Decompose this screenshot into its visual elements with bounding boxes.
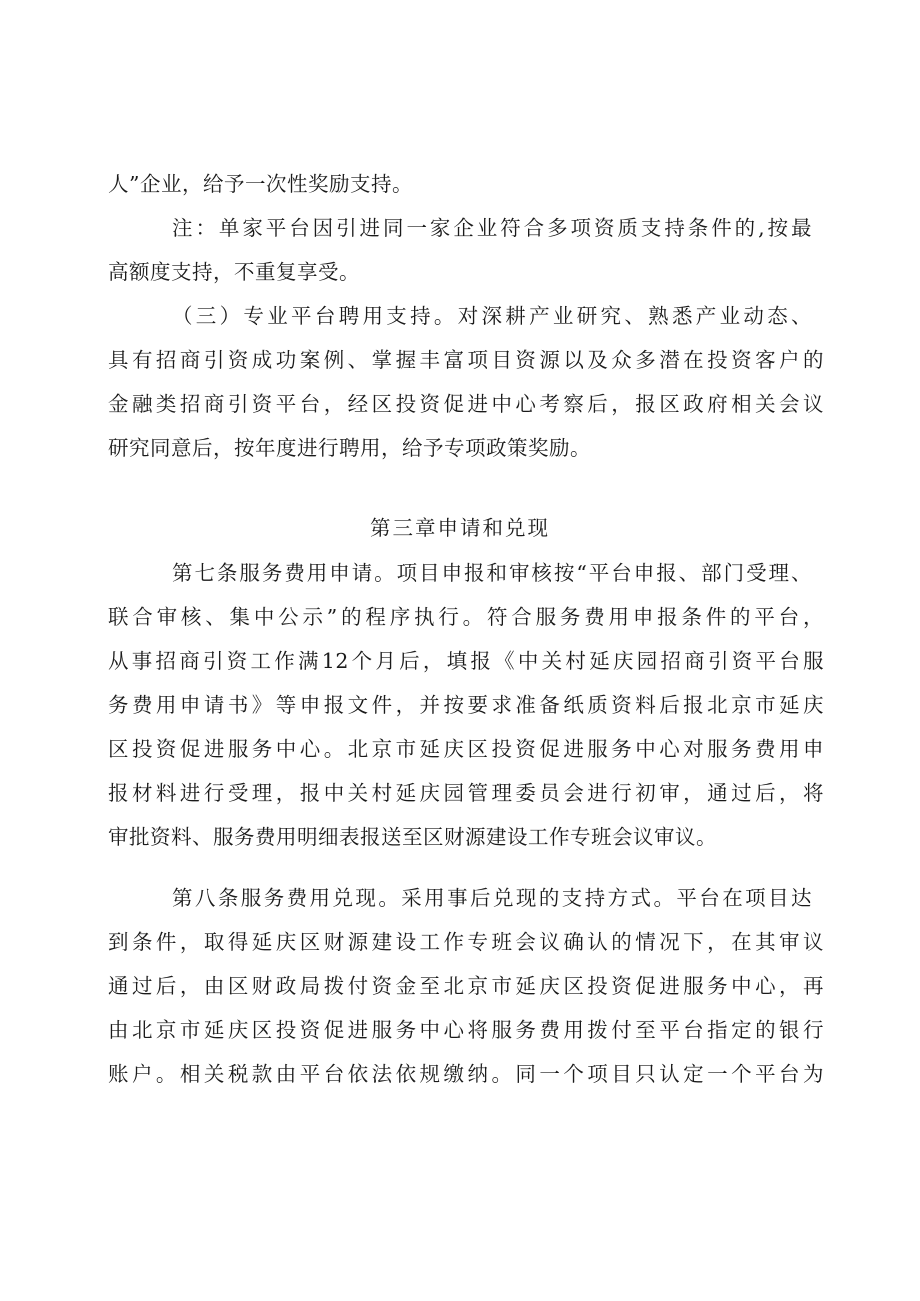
paragraph-line: 注：单家平台因引进同一家企业符合多项资质支持条件的,按最 — [172, 216, 812, 240]
paragraph-line: 审批资料、服务费用明细表报送至区财源建设工作专班会议审议。 — [108, 825, 717, 849]
paragraph-line: 账户。相关税款由平台依法依规缴纳。同一个项目只认定一个平台为 — [108, 1062, 824, 1086]
chapter-heading: 第三章申请和兑现 — [370, 516, 550, 540]
paragraph-line: 高额度支持，不重复享受。 — [108, 260, 360, 284]
paragraph-line: 由北京市延庆区投资促进服务中心将服务费用拨付至平台指定的银行 — [108, 1018, 824, 1042]
paragraph-line: 务费用申请书》等申报文件，并按要求准备纸质资料后报北京市延庆 — [108, 693, 824, 717]
paragraph-line: 通过后，由区财政局拨付资金至北京市延庆区投资促进服务中心，再 — [108, 974, 824, 998]
paragraph-line: 第八条服务费用兑现。采用事后兑现的支持方式。平台在项目达 — [172, 886, 812, 910]
paragraph-line: 人”企业，给予一次性奖励支持。 — [108, 172, 413, 196]
paragraph-line: 第七条服务费用申请。项目申报和审核按“平台申报、部门受理、 — [172, 561, 812, 585]
paragraph-line: 金融类招商引资平台，经区投资促进中心考察后，报区政府相关会议 — [108, 392, 824, 416]
paragraph-line: 研究同意后，按年度进行聘用，给予专项政策奖励。 — [108, 436, 591, 460]
paragraph-line: 区投资促进服务中心。北京市延庆区投资促进服务中心对服务费用申 — [108, 737, 824, 761]
paragraph-line: 具有招商引资成功案例、掌握丰富项目资源以及众多潜在投资客户的 — [108, 348, 824, 372]
paragraph-line: 联合审核、集中公示”的程序执行。符合服务费用申报条件的平台， — [108, 605, 824, 629]
paragraph-line: （三）专业平台聘用支持。对深耕产业研究、熟悉产业动态、 — [172, 304, 812, 328]
paragraph-line: 到条件，取得延庆区财源建设工作专班会议确认的情况下，在其审议 — [108, 930, 824, 954]
paragraph-line: 报材料进行受理，报中关村延庆园管理委员会进行初审，通过后，将 — [108, 781, 824, 805]
paragraph-line: 从事招商引资工作满12个月后，填报《中关村延庆园招商引资平台服 — [108, 649, 824, 673]
